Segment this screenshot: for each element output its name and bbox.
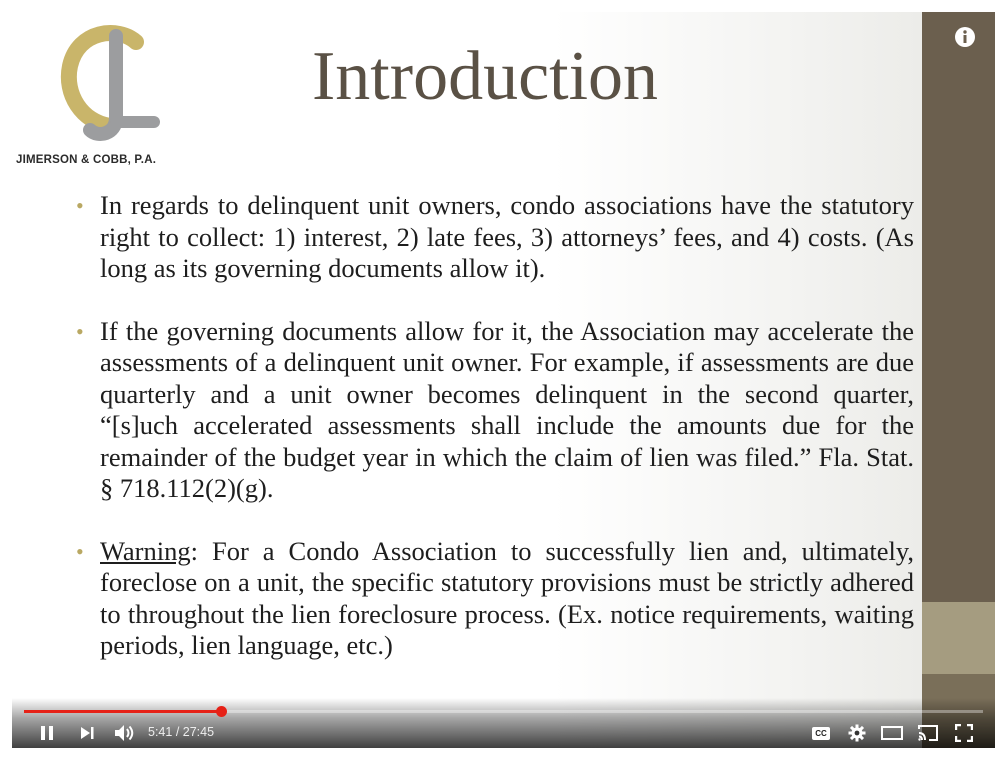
current-time: 5:41 [148, 725, 173, 739]
firm-name: JIMERSON & COBB, P.A. [16, 154, 157, 166]
captions-label: CC [815, 728, 827, 738]
warning-text: : For a Condo Association to successfully lien and, ultimately, foreclose on a unit, the specific statutory provisions must be strictly adhered to throughout the lien foreclosure process. (Ex. notice requirements, waiting periods, lien language, etc.) [100, 535, 914, 660]
info-button[interactable] [954, 26, 976, 48]
next-button[interactable] [76, 722, 98, 744]
pause-button[interactable] [36, 722, 58, 744]
bullet-item-warning [74, 536, 914, 662]
slide-title: Introduction [312, 38, 659, 115]
slide-sidebar [922, 12, 995, 748]
duration: 27:45 [182, 725, 215, 739]
cast-icon [917, 724, 939, 742]
warning-label: Warning [100, 535, 191, 566]
sidebar-band-light [922, 602, 995, 674]
volume-icon [114, 724, 136, 742]
fullscreen-button[interactable] [952, 722, 976, 744]
theater-button[interactable] [880, 722, 904, 744]
fullscreen-icon [955, 724, 973, 742]
pause-icon [39, 725, 55, 741]
theater-icon [881, 726, 903, 740]
settings-icon [848, 724, 866, 742]
control-bar [12, 698, 995, 748]
next-icon [79, 726, 95, 740]
firm-logo [16, 22, 206, 172]
bullet-text: If the governing documents allow for it, the Association may accelerate the assessments of a delinquent unit owner. For example, if assessments are due quarterly and a unit owner becomes delinquent in the second quarter, “[s]uch accelerated assessments shall include the amounts due for the remainder of the budget year in which the claim of lien was filed.” Fla. Stat. § 718.112(2)(g). [100, 315, 914, 503]
settings-button[interactable] [846, 722, 868, 744]
bullet-item [74, 190, 914, 285]
progress-bar[interactable] [24, 710, 983, 713]
slide [12, 12, 995, 748]
bullet-dot-icon: • [76, 538, 84, 564]
video-player[interactable] [12, 12, 995, 748]
volume-button[interactable] [112, 722, 138, 744]
cast-button[interactable] [916, 722, 940, 744]
bullet-list [74, 190, 914, 662]
bullet-dot-icon: • [76, 318, 84, 344]
captions-button[interactable] [810, 722, 832, 744]
bullet-dot-icon: • [76, 193, 84, 218]
progress-played [24, 710, 221, 713]
bullet-item [74, 316, 914, 505]
bullet-text: In regards to delinquent unit owners, condo associations have the statutory right to collect: 1) interest, 2) late fees, 3) attorneys’ fees, and 4) costs. (As long as its governing documents allow it). [100, 190, 914, 283]
time-display: 5:41 / 27:45 [148, 725, 215, 739]
captions-icon [812, 727, 830, 740]
info-icon [954, 26, 976, 48]
logo-mark-icon [58, 22, 168, 142]
progress-scrubber[interactable] [216, 706, 227, 717]
